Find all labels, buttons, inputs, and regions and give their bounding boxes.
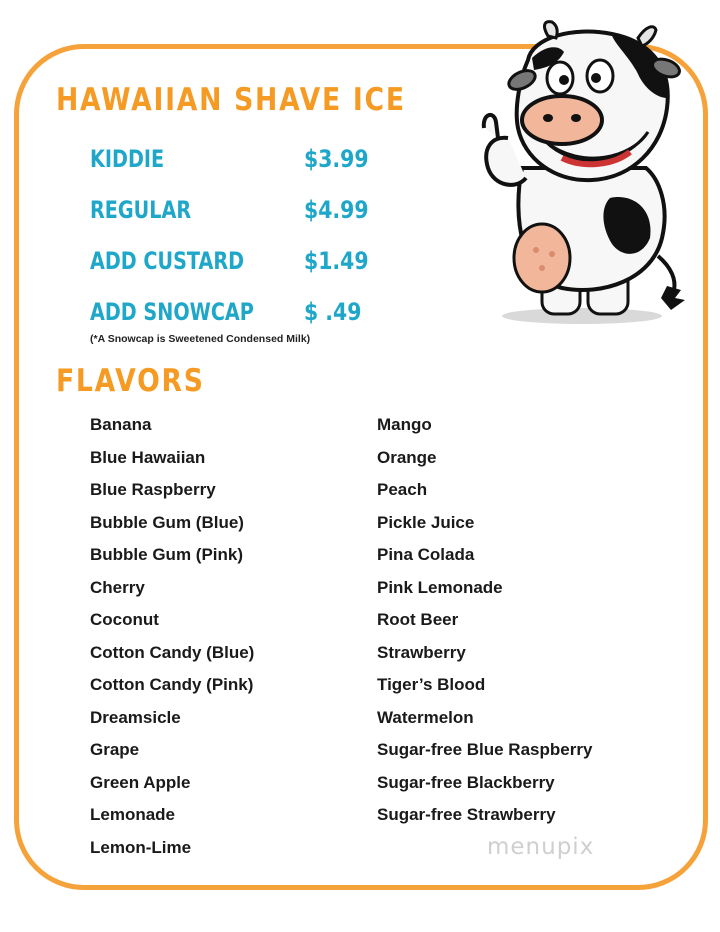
flavor-item: Tiger’s Blood (377, 675, 486, 694)
flavor-item: Bubble Gum (Blue) (90, 512, 244, 532)
flavor-item: Watermelon (377, 707, 474, 727)
menupix-watermark: menupix (487, 834, 595, 860)
flavor-item: Cotton Candy (Blue) (90, 642, 255, 662)
price-row-add-custard (90, 247, 370, 287)
flavor-item: Cotton Candy (Pink) (90, 675, 254, 694)
flavor-item: Bubble Gum (Pink) (90, 545, 243, 564)
flavor-item: Grape (90, 740, 140, 759)
price-item-name: KIDDIE (90, 145, 165, 173)
price-item-name: ADD CUSTARD (90, 247, 245, 275)
flavor-item: Peach (377, 480, 428, 499)
price-item-value: $1.49 (304, 247, 369, 275)
flavor-item: Strawberry (377, 642, 466, 662)
flavor-item: Cherry (90, 577, 145, 597)
price-item-value: $4.99 (304, 196, 369, 224)
flavor-item: Pink Lemonade (377, 577, 503, 597)
flavor-item: Sugar-free Blackberry (377, 772, 555, 792)
flavor-item: Dreamsicle (90, 707, 181, 727)
price-item-name: REGULAR (90, 196, 192, 224)
flavor-item: Pina Colada (377, 545, 475, 564)
flavors-left-column (90, 414, 254, 869)
flavor-item: Lemon-Lime (90, 837, 192, 857)
cow-mascot-illustration (462, 18, 692, 328)
flavor-item: Lemonade (90, 805, 176, 824)
price-row-regular (90, 196, 370, 236)
flavor-item: Coconut (90, 610, 159, 629)
flavor-item: Blue Hawaiian (90, 447, 206, 467)
price-item-value: $ .49 (304, 298, 362, 326)
flavor-item: Green Apple (90, 772, 191, 792)
menu-title: HAWAIIAN SHAVE ICE (56, 82, 406, 118)
flavor-item: Blue Raspberry (90, 480, 216, 499)
price-row-kiddie (90, 145, 370, 185)
flavor-item: Pickle Juice (377, 512, 475, 532)
price-item-name: ADD SNOWCAP (90, 298, 254, 326)
flavor-item: Orange (377, 447, 437, 467)
price-item-value: $3.99 (304, 145, 369, 173)
flavors-right-column (377, 414, 592, 837)
price-row-add-snowcap (90, 298, 370, 338)
flavor-item: Mango (377, 415, 432, 434)
flavors-title: FLAVORS (56, 363, 205, 399)
flavor-item: Sugar-free Blue Raspberry (377, 740, 593, 759)
flavor-item: Sugar-free Strawberry (377, 805, 556, 824)
snowcap-note: (*A Snowcap is Sweetened Condensed Milk) (90, 333, 311, 345)
flavor-item: Root Beer (377, 610, 459, 629)
flavor-item: Banana (90, 415, 152, 434)
